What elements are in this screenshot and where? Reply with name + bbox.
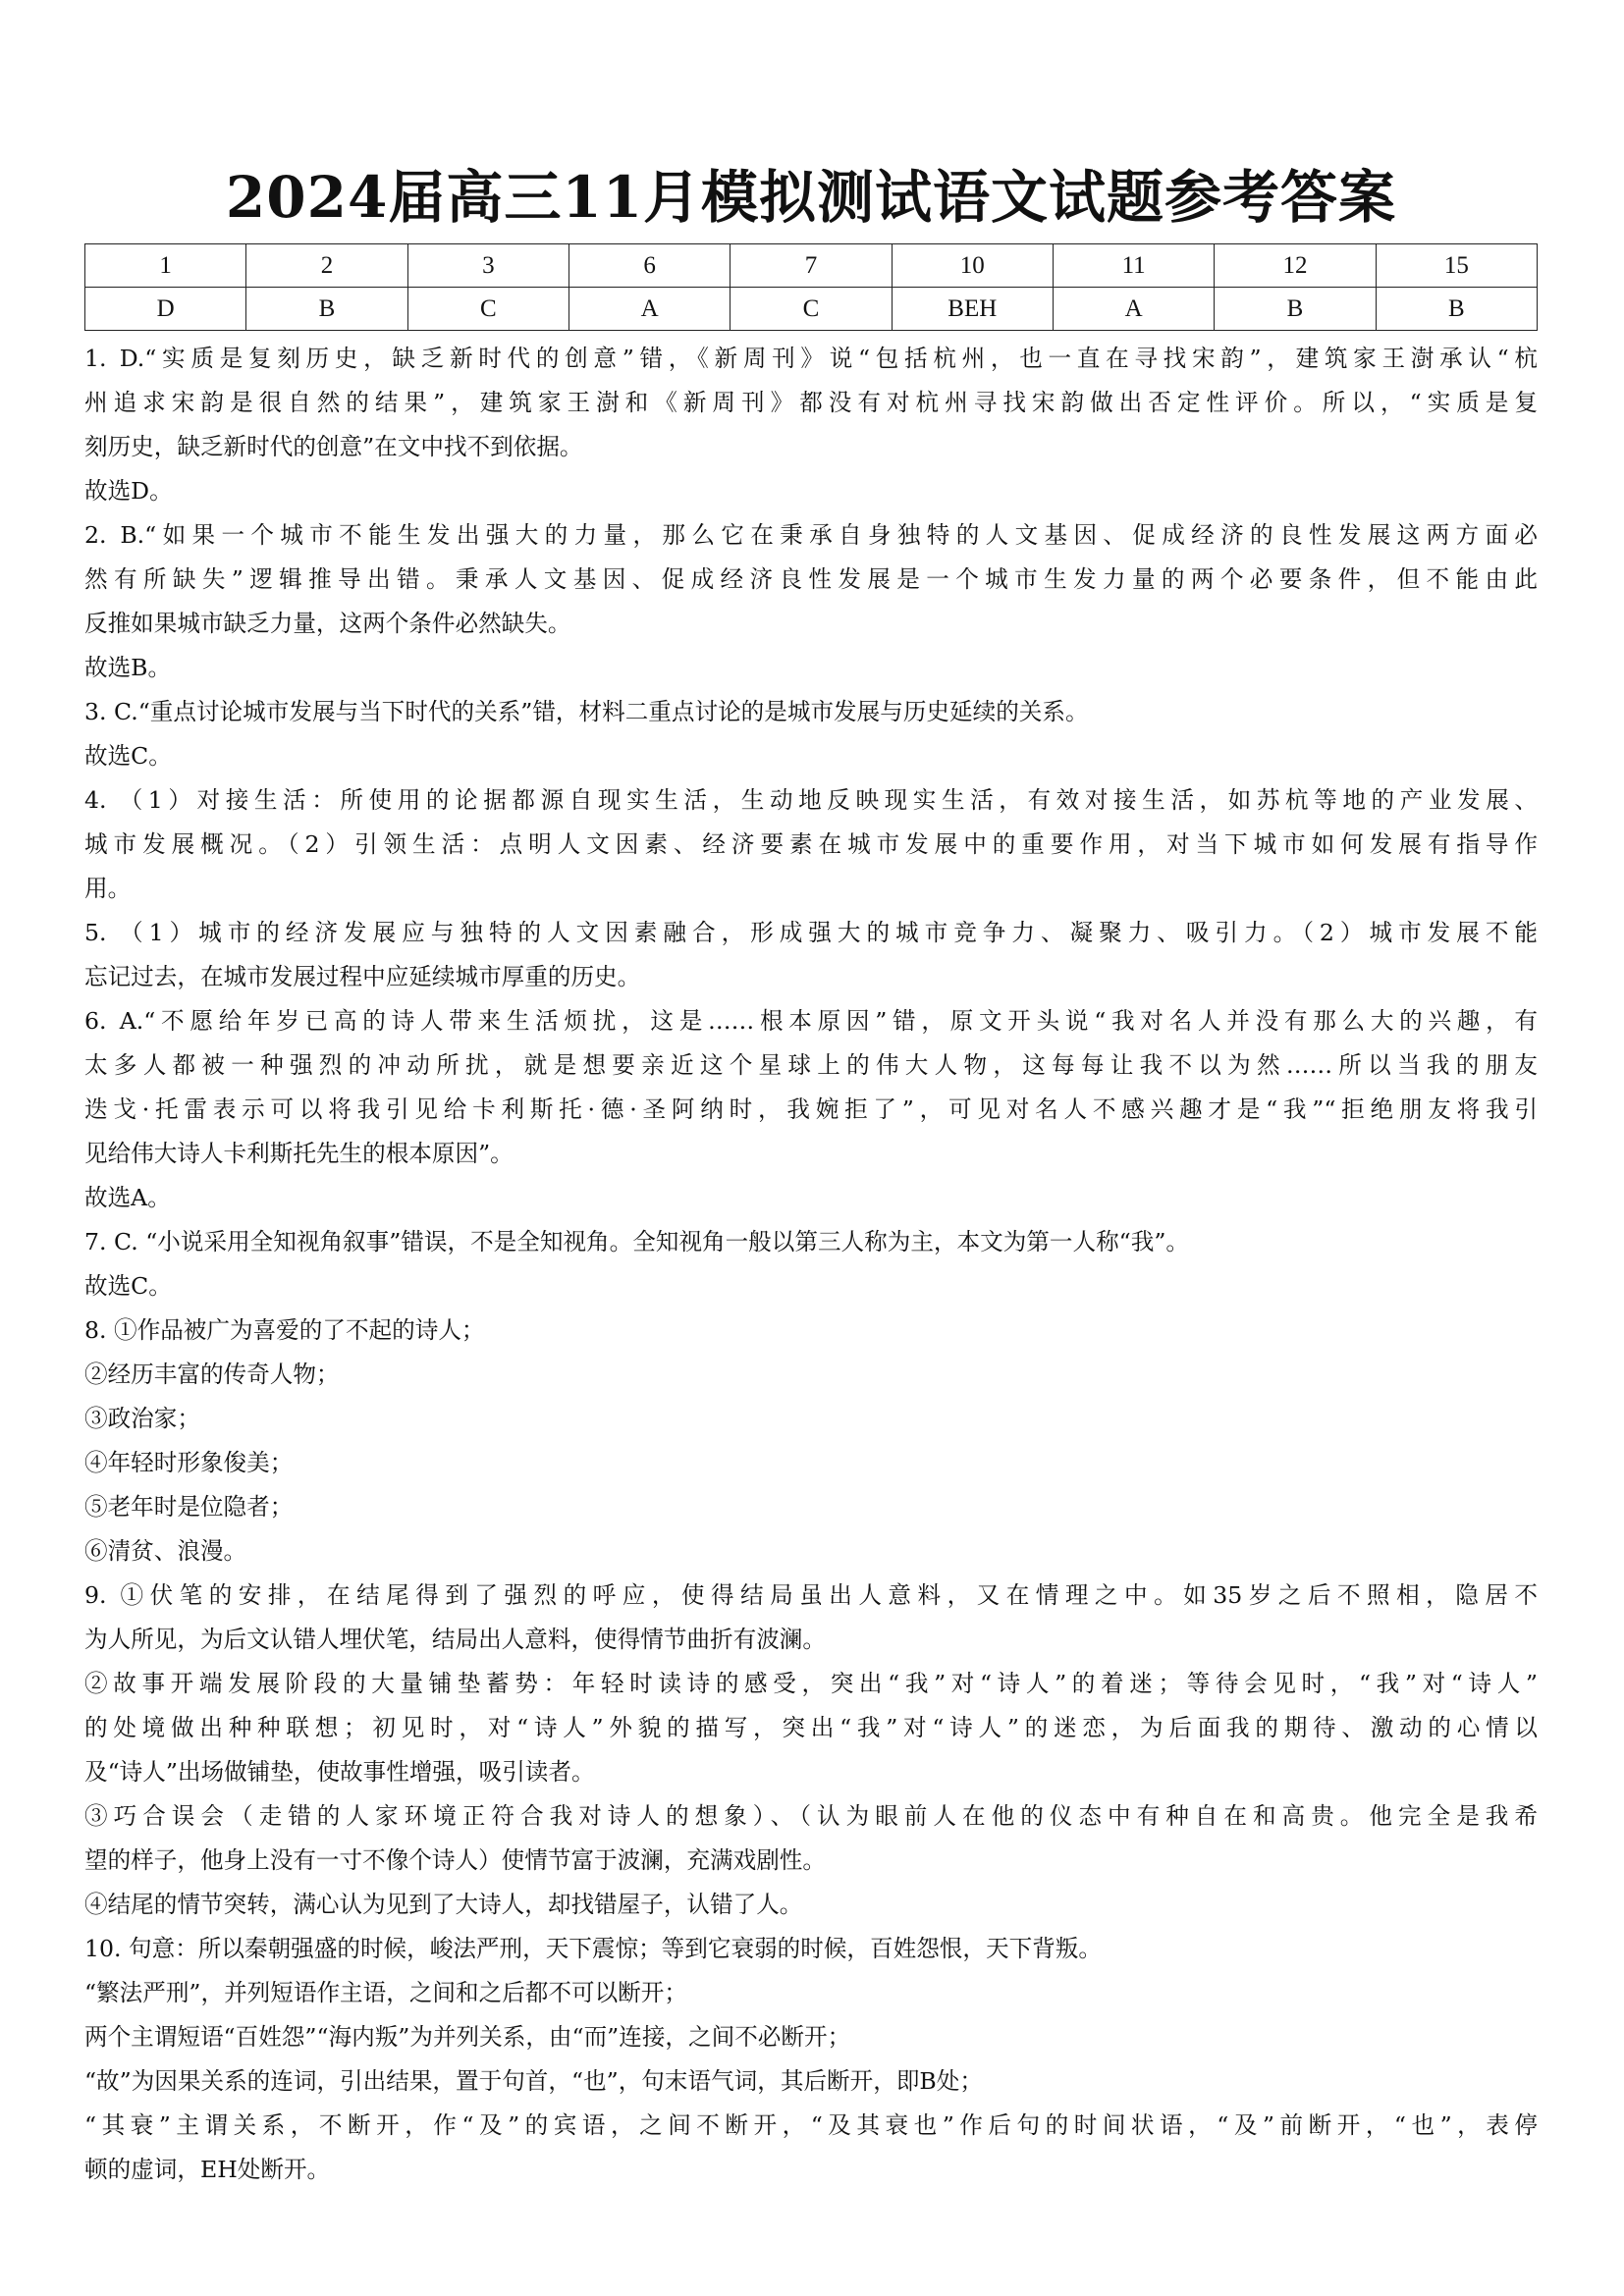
- answer-cell: B: [246, 288, 407, 331]
- text-line: ⑥清贫、浪漫。: [84, 1537, 247, 1565]
- text-line: 6. A.“不愿给年岁已高的诗人带来生活烦扰，这是……根本原因”错，原文开头说“我对名人并没有那么大的兴趣，有: [84, 1007, 1538, 1035]
- answer-cell: C: [407, 288, 568, 331]
- answer-explanations: [84, 337, 1538, 2192]
- text-line: 的处境做出种种联想；初见时，对“诗人”外貌的描写，突出“我”对“诗人”的迷恋，为后面我的期待、激动的心情以: [84, 1714, 1538, 1741]
- question-number-cell: 10: [892, 244, 1053, 288]
- text-line: ②故事开端发展阶段的大量铺垫蓄势：年轻时读诗的感受，突出“我”对“诗人”的着迷；等待会见时，“我”对“诗人”: [84, 1670, 1538, 1697]
- answer-sheet-page: [84, 157, 1538, 2192]
- question-number-cell: 1: [85, 244, 246, 288]
- page-title: 2024届高三11月模拟测试语文试题参考答案: [225, 164, 1397, 231]
- question-number-cell: 7: [731, 244, 892, 288]
- text-line: 故选C。: [84, 742, 172, 770]
- question-number-cell: 3: [407, 244, 568, 288]
- text-line: 1. D.“实质是复刻历史，缺乏新时代的创意”错，《新周刊》说“包括杭州，也一直在寻找宋韵”，建筑家王澍承认“杭: [84, 345, 1538, 372]
- text-line: 见给伟大诗人卡利斯托先生的根本原因”。: [84, 1140, 514, 1167]
- text-line: 然有所缺失”逻辑推导出错。秉承人文基因、促成经济良性发展是一个城市生发力量的两个必要条件，但不能由此: [84, 565, 1538, 593]
- text-line: 忘记过去，在城市发展过程中应延续城市厚重的历史。: [84, 963, 641, 990]
- text-line: “繁法严刑”，并列短语作主语，之间和之后都不可以断开；: [84, 1979, 687, 2006]
- text-line: 7. C. “小说采用全知视角叙事”错误，不是全知视角。全知视角一般以第三人称为主，本文为第一人称“我”。: [84, 1228, 1189, 1255]
- text-line: 城市发展概况。（2）引领生活：点明人文因素、经济要素在城市发展中的重要作用，对当下城市如何发展有指导作: [84, 830, 1538, 858]
- text-line: 8. ①作品被广为喜爱的了不起的诗人；: [84, 1316, 485, 1344]
- text-line: 反推如果城市缺乏力量，这两个条件必然缺失。: [84, 610, 571, 637]
- text-line: 刻历史，缺乏新时代的创意”在文中找不到依据。: [84, 433, 583, 460]
- text-line: 两个主谓短语“百姓怨”“海内叛”为并列关系，由“而”连接，之间不必断开；: [84, 2023, 851, 2051]
- text-line: 3. C.“重点讨论城市发展与当下时代的关系”错，材料二重点讨论的是城市发展与历史延续的关系。: [84, 698, 1089, 725]
- question-number-cell: 15: [1376, 244, 1537, 288]
- text-line: 故选C。: [84, 1272, 172, 1300]
- answer-cell: A: [568, 288, 730, 331]
- question-number-cell: 6: [568, 244, 730, 288]
- answer-cell: D: [85, 288, 246, 331]
- text-line: 顿的虚词，EH处断开。: [84, 2156, 331, 2183]
- answer-cell: B: [1376, 288, 1537, 331]
- text-line: 太多人都被一种强烈的冲动所扰，就是想要亲近这个星球上的伟大人物，这每每让我不以为然……所以当我的朋友: [84, 1051, 1538, 1079]
- text-line: ③政治家；: [84, 1405, 200, 1432]
- text-line: ③巧合误会（走错的人家环境正符合我对诗人的想象）、（认为眼前人在他的仪态中有种自在和高贵。他完全是我希: [84, 1802, 1538, 1830]
- text-line: “其衰”主谓关系，不断开，作“及”的宾语，之间不断开，“及其衰也”作后句的时间状语，“及”前断开，“也”，表停: [84, 2111, 1538, 2139]
- text-line: 故选D。: [84, 477, 173, 505]
- text-line: 及“诗人”出场做铺垫，使故事性增强，吸引读者。: [84, 1758, 595, 1786]
- text-line: ④结尾的情节突转，满心认为见到了大诗人，却找错屋子，认错了人。: [84, 1891, 803, 1918]
- text-line: 用。: [84, 875, 132, 902]
- text-line: ④年轻时形象俊美；: [84, 1449, 294, 1476]
- question-number-cell: 12: [1215, 244, 1376, 288]
- text-line: 5. （1）城市的经济发展应与独特的人文因素融合，形成强大的城市竞争力、凝聚力、吸引力。（2）城市发展不能: [84, 919, 1538, 946]
- text-line: “故”为因果关系的连词，引出结果，置于句首，“也”，句末语气词，其后断开，即B处；: [84, 2067, 983, 2095]
- text-line: 9. ①伏笔的安排，在结尾得到了强烈的呼应，使得结局虽出人意料，又在情理之中。如35岁之后不照相，隐居不: [84, 1581, 1538, 1609]
- text-line: 故选B。: [84, 654, 172, 681]
- answer-cell: C: [731, 288, 892, 331]
- text-line: 望的样子，他身上没有一寸不像个诗人）使情节富于波澜，充满戏剧性。: [84, 1846, 826, 1874]
- text-line: 州追求宋韵是很自然的结果”，建筑家王澍和《新周刊》都没有对杭州寻找宋韵做出否定性评价。所以，“实质是复: [84, 389, 1538, 416]
- text-line: 4. （1）对接生活：所使用的论据都源自现实生活，生动地反映现实生活，有效对接生活，如苏杭等地的产业发展、: [84, 786, 1538, 814]
- answer-cell: BEH: [892, 288, 1053, 331]
- answer-row: [85, 288, 1538, 331]
- question-number-cell: 11: [1053, 244, 1214, 288]
- text-line: 为人所见，为后文认错人埋伏笔，结局出人意料，使得情节曲折有波澜。: [84, 1626, 826, 1653]
- question-number-row: [85, 244, 1538, 288]
- text-line: ②经历丰富的传奇人物；: [84, 1361, 340, 1388]
- text-line: 2. B.“如果一个城市不能生发出强大的力量，那么它在秉承自身独特的人文基因、促成经济的良性发展这两方面必: [84, 521, 1538, 549]
- answer-cell: B: [1215, 288, 1376, 331]
- text-line: 10. 句意：所以秦朝强盛的时候，峻法严刑，天下震惊；等到它衰弱的时候，百姓怨恨，天下背叛。: [84, 1935, 1102, 1962]
- answer-key-table: [84, 243, 1538, 331]
- question-number-cell: 2: [246, 244, 407, 288]
- answer-cell: A: [1053, 288, 1214, 331]
- text-line: ⑤老年时是位隐者；: [84, 1493, 294, 1521]
- text-line: 迭戈·托雷表示可以将我引见给卡利斯托·德·圣阿纳时，我婉拒了”，可见对名人不感兴趣才是“我”“拒绝朋友将我引: [84, 1095, 1538, 1123]
- text-line: 故选A。: [84, 1184, 171, 1211]
